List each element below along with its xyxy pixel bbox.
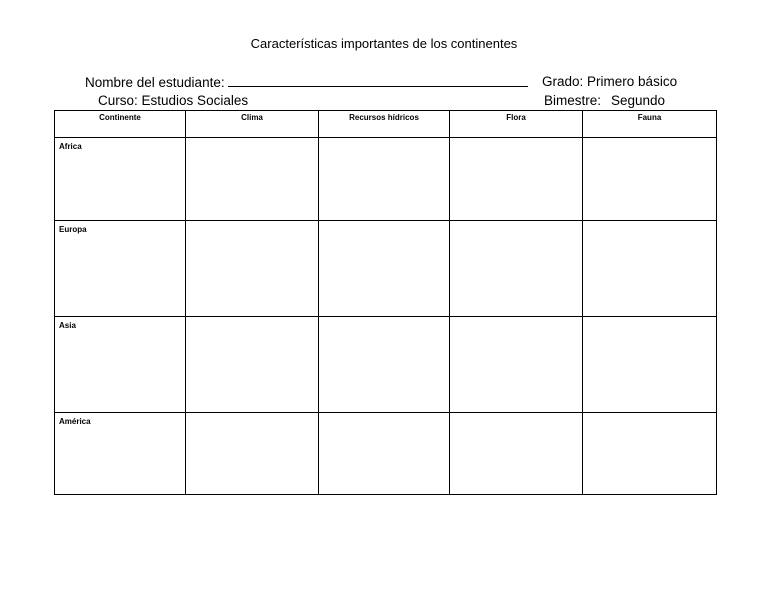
- table-row: [55, 317, 717, 413]
- table-header-row: [55, 111, 717, 138]
- cell-america-flora[interactable]: [450, 413, 583, 495]
- cell-europa-flora[interactable]: [450, 221, 583, 317]
- cell-africa-flora[interactable]: [450, 138, 583, 221]
- header-fauna: Fauna: [583, 111, 717, 138]
- student-name-blank[interactable]: [228, 74, 528, 87]
- cell-america-fauna[interactable]: [583, 413, 717, 495]
- cell-america-clima[interactable]: [186, 413, 319, 495]
- row-label-asia: Asia: [55, 317, 186, 413]
- student-name-row: [85, 74, 528, 90]
- cell-africa-recursos[interactable]: [319, 138, 450, 221]
- course-value: Estudios Sociales: [141, 93, 249, 108]
- header-continente: Continente: [55, 111, 186, 138]
- student-name-label: Nombre del estudiante:: [85, 75, 225, 90]
- cell-asia-fauna[interactable]: [583, 317, 717, 413]
- table-row: [55, 221, 717, 317]
- row-label-africa: Africa: [55, 138, 186, 221]
- row-label-america: América: [55, 413, 186, 495]
- cell-asia-clima[interactable]: [186, 317, 319, 413]
- grade-row: [542, 74, 677, 89]
- header-clima: Clima: [186, 111, 319, 138]
- cell-europa-fauna[interactable]: [583, 221, 717, 317]
- header-flora: Flora: [450, 111, 583, 138]
- term-label: Bimestre:: [544, 93, 602, 108]
- cell-africa-clima[interactable]: [186, 138, 319, 221]
- grade-value: Primero básico: [587, 74, 678, 89]
- row-label-europa: Europa: [55, 221, 186, 317]
- grade-label: Grado:: [542, 74, 584, 89]
- course-label: Curso:: [98, 93, 138, 108]
- table-row: [55, 413, 717, 495]
- cell-europa-clima[interactable]: [186, 221, 319, 317]
- cell-asia-recursos[interactable]: [319, 317, 450, 413]
- worksheet-title: Características importantes de los continentes: [250, 36, 518, 51]
- header-recursos-hidricos: Recursos hídricos: [319, 111, 450, 138]
- term-value: Segundo: [611, 93, 666, 108]
- table-row: [55, 138, 717, 221]
- cell-asia-flora[interactable]: [450, 317, 583, 413]
- cell-africa-fauna[interactable]: [583, 138, 717, 221]
- cell-europa-recursos[interactable]: [319, 221, 450, 317]
- cell-america-recursos[interactable]: [319, 413, 450, 495]
- term-row: [544, 93, 665, 108]
- course-row: [98, 93, 248, 108]
- continents-table: [54, 110, 717, 495]
